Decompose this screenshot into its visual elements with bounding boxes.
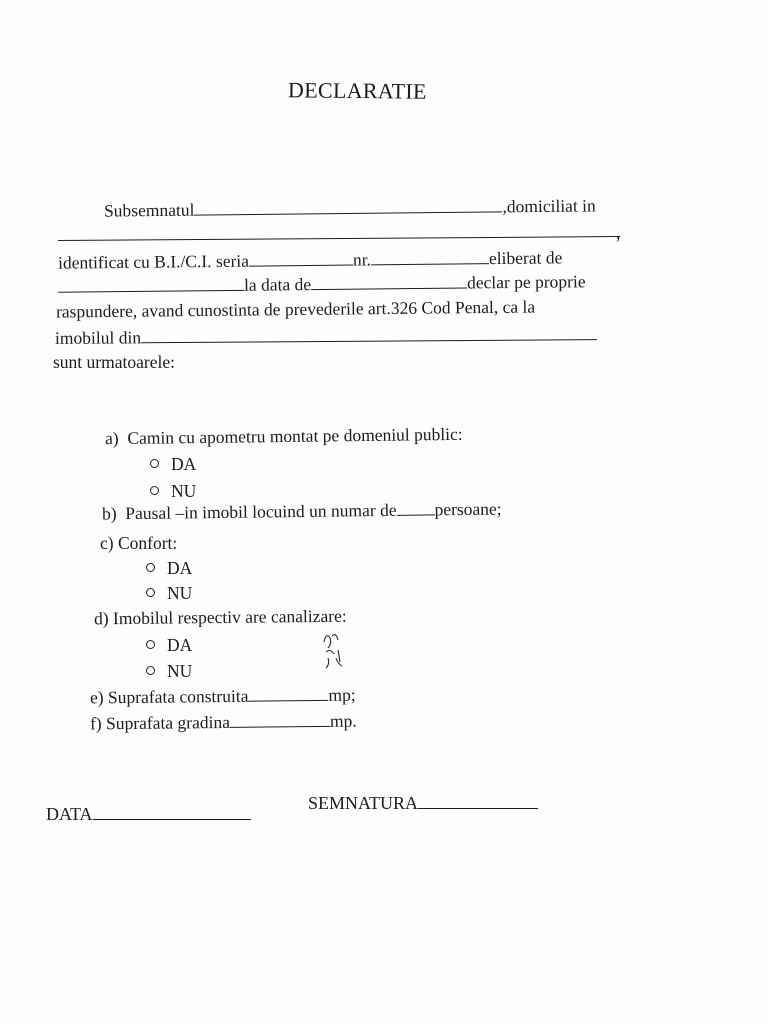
declar-label: declar pe proprie	[466, 271, 586, 293]
item-f-text: Suprafata gradina	[105, 711, 231, 734]
address-blank-line[interactable]	[58, 236, 620, 241]
item-a-da-circle-icon[interactable]	[150, 459, 159, 468]
suprafata-gradina-blank[interactable]	[230, 711, 330, 728]
item-a-text: Camin cu apometru montat pe domeniul public:	[127, 423, 463, 448]
item-e	[90, 684, 356, 709]
name-blank[interactable]	[194, 196, 502, 215]
item-c	[100, 532, 177, 554]
item-e-unit: mp;	[328, 684, 356, 705]
item-d-option-da[interactable]	[146, 634, 192, 656]
item-f-letter: f)	[89, 713, 102, 734]
persoane-blank[interactable]	[396, 499, 434, 515]
intro-line-6	[55, 323, 597, 349]
signature-label: SEMNATURA	[308, 793, 419, 813]
eliberat-blank[interactable]	[58, 275, 244, 293]
item-d-nu-label: NU	[167, 661, 193, 681]
item-d-da-label: DA	[167, 635, 193, 655]
signature-blank[interactable]	[418, 793, 538, 809]
item-c-nu-label: NU	[167, 583, 193, 603]
suprafata-construita-blank[interactable]	[248, 685, 328, 702]
item-a-option-da[interactable]	[150, 453, 196, 475]
item-b-text-after: persoane;	[434, 498, 502, 520]
item-c-letter: c)	[100, 533, 114, 553]
item-a-letter: a)	[104, 428, 119, 449]
item-c-option-da[interactable]	[146, 557, 192, 579]
date-label: DATA	[46, 804, 93, 824]
item-a-nu-circle-icon[interactable]	[150, 486, 159, 495]
item-e-text: Suprafata construita	[107, 685, 249, 708]
item-d-option-nu[interactable]	[146, 660, 192, 682]
item-a	[105, 423, 463, 449]
intro-line-4	[58, 270, 586, 298]
item-e-letter: e)	[89, 687, 104, 708]
address-line-end: ,	[616, 223, 621, 243]
item-c-da-circle-icon[interactable]	[146, 563, 155, 572]
la-data-label: la data de	[243, 274, 312, 295]
identificat-label: identificat cu B.I./C.I. seria	[57, 250, 250, 273]
item-f	[90, 710, 357, 735]
item-c-da-label: DA	[167, 558, 193, 578]
item-c-text: Confort:	[117, 533, 178, 553]
item-d-nu-circle-icon[interactable]	[146, 666, 155, 675]
item-b-letter: b)	[101, 503, 117, 524]
item-d-da-circle-icon[interactable]	[146, 640, 155, 649]
intro-line-1	[104, 194, 596, 221]
eliberat-label: eliberat de	[488, 247, 563, 269]
item-d-text: Imobilul respectiv are canalizare:	[112, 605, 347, 629]
item-f-unit: mp.	[329, 710, 357, 731]
item-b-text: Pausal –in imobil locuind un numar de	[125, 499, 397, 524]
seria-blank[interactable]	[249, 250, 353, 267]
intro-line-5: raspundere, avand cunostinta de prevederile art.326 Cod Penal, ca la	[55, 296, 536, 322]
signature-field	[308, 792, 538, 814]
item-c-nu-circle-icon[interactable]	[146, 588, 155, 597]
item-c-option-nu[interactable]	[146, 582, 192, 604]
imobil-address-blank[interactable]	[141, 324, 597, 343]
item-b	[102, 498, 502, 525]
date-field	[46, 803, 251, 825]
subsemnatul-label: Subsemnatul	[103, 199, 195, 221]
intro-line-3	[58, 246, 563, 273]
item-a-da-label: DA	[171, 454, 197, 474]
date-blank[interactable]	[93, 804, 251, 820]
item-a-nu-label: NU	[171, 481, 197, 501]
la-data-blank[interactable]	[311, 272, 467, 290]
item-d	[94, 605, 347, 630]
domiciliat-label: ,domiciliat in	[502, 195, 596, 217]
nr-label: nr.	[352, 249, 372, 270]
item-a-option-nu[interactable]	[150, 480, 196, 502]
imobilul-label: imobilul din	[54, 327, 142, 348]
nr-blank[interactable]	[371, 248, 489, 265]
pen-mark-icon	[318, 628, 348, 670]
intro-line-7: sunt urmatoarele:	[53, 352, 175, 372]
item-d-letter: d)	[93, 608, 109, 629]
document-title: DECLARATIE	[287, 77, 427, 104]
